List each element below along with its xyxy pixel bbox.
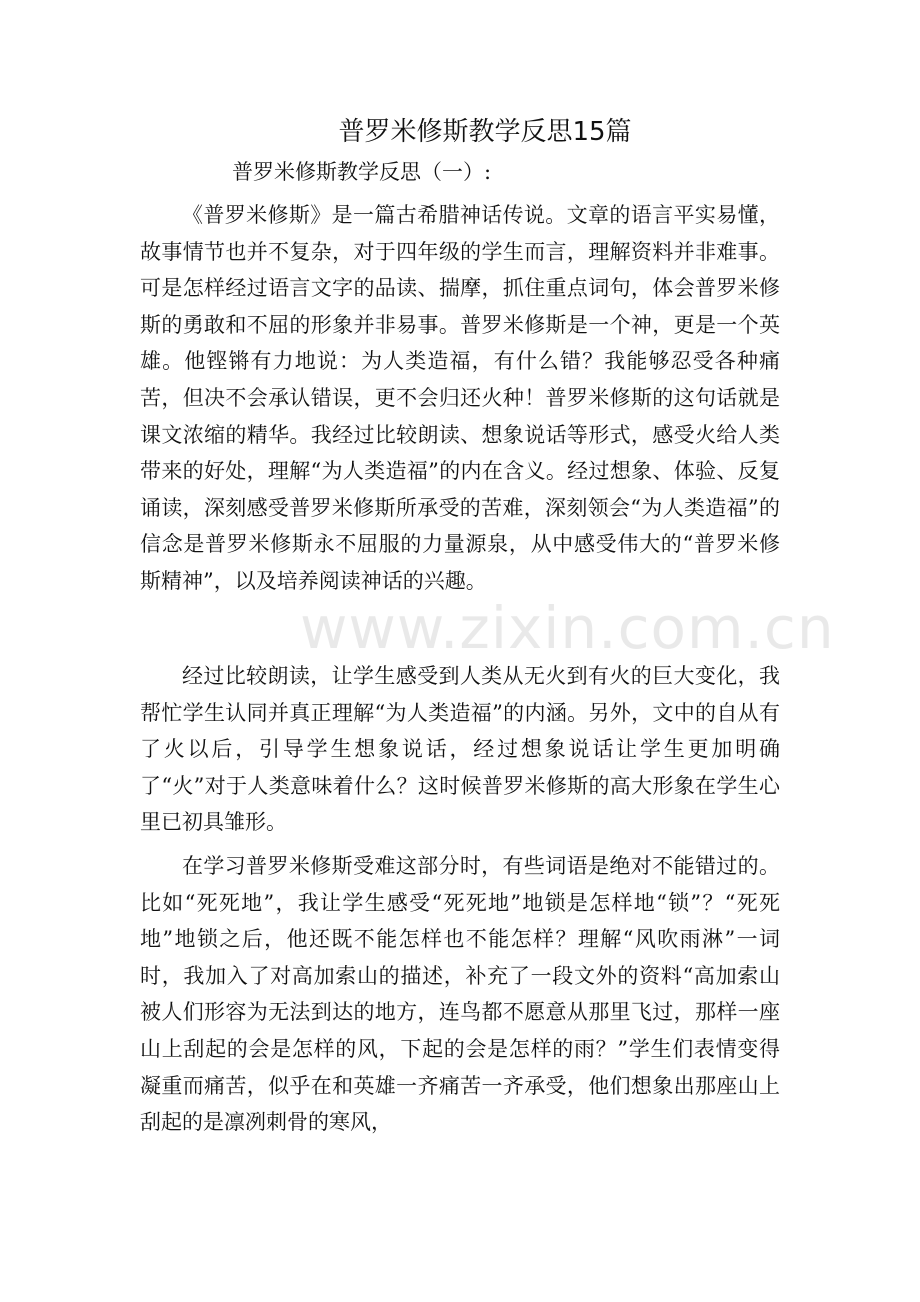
paragraph: 《普罗米修斯》是一篇古希腊神话传说。文章的语言平实易懂，故事情节也并不复杂，对于四年级的学生而言，理解资料并非难事。可是怎样经过语言文字的品读、揣摩，抓住重点词句，体会普罗米修斯的勇敢和不屈的形象并非易事。普罗米修斯是一个神，更是一个英雄。他铿锵有力地说：为人类造福，有什么错？我能够忍受各种痛苦，但决不会承认错误，更不会归还火种！普罗米修斯的这句话就是课文浓缩的精华。我经过比较朗读、想象说话等形式，感受火给人类带来的好处，理解“为人类造福”的内在含义。经过想象、体验、反复诵读，深刻感受普罗米修斯所承受的苦难，深刻领会“为人类造福”的信念是普罗米修斯永不屈服的力量源泉，从中感受伟大的“普罗米修斯精神”，以及培养阅读神话的兴趣。	[140, 203, 780, 593]
paragraph: 在学习普罗米修斯受难这部分时，有些词语是绝对不能错过的。比如“死死地”，我让学生感受“死死地”地锁是怎样地“锁”？“死死地”地锁之后，他还既不能怎样也不能怎样？理解“风吹雨淋”一词时，我加入了对高加索山的描述，补充了一段文外的资料“高加索山被人们形容为无法到达的地方，连鸟都不愿意从那里飞过，那样一座山上刮起的会是怎样的风，下起的会是怎样的雨？”学生们表情变得凝重而痛苦，似乎在和英雄一齐痛苦一齐承受，他们想象出那座山上刮起的是凛冽刺骨的寒风，	[140, 854, 780, 1135]
paragraph: 经过比较朗读，让学生感受到人类从无火到有火的巨大变化，我帮忙学生认同并真正理解“为人类造福”的内涵。另外，文中的自从有了火以后，引导学生想象说话，经过想象说话让学生更加明确了“火”对于人类意味着什么？这时候普罗米修斯的高大形象在学生心里已初具雏形。	[140, 664, 780, 835]
watermark: www.zixin.com.cn	[300, 594, 835, 662]
document-title: 普罗米修斯教学反思15篇	[338, 117, 632, 147]
section-heading: 普罗米修斯教学反思（一）:	[232, 160, 492, 184]
